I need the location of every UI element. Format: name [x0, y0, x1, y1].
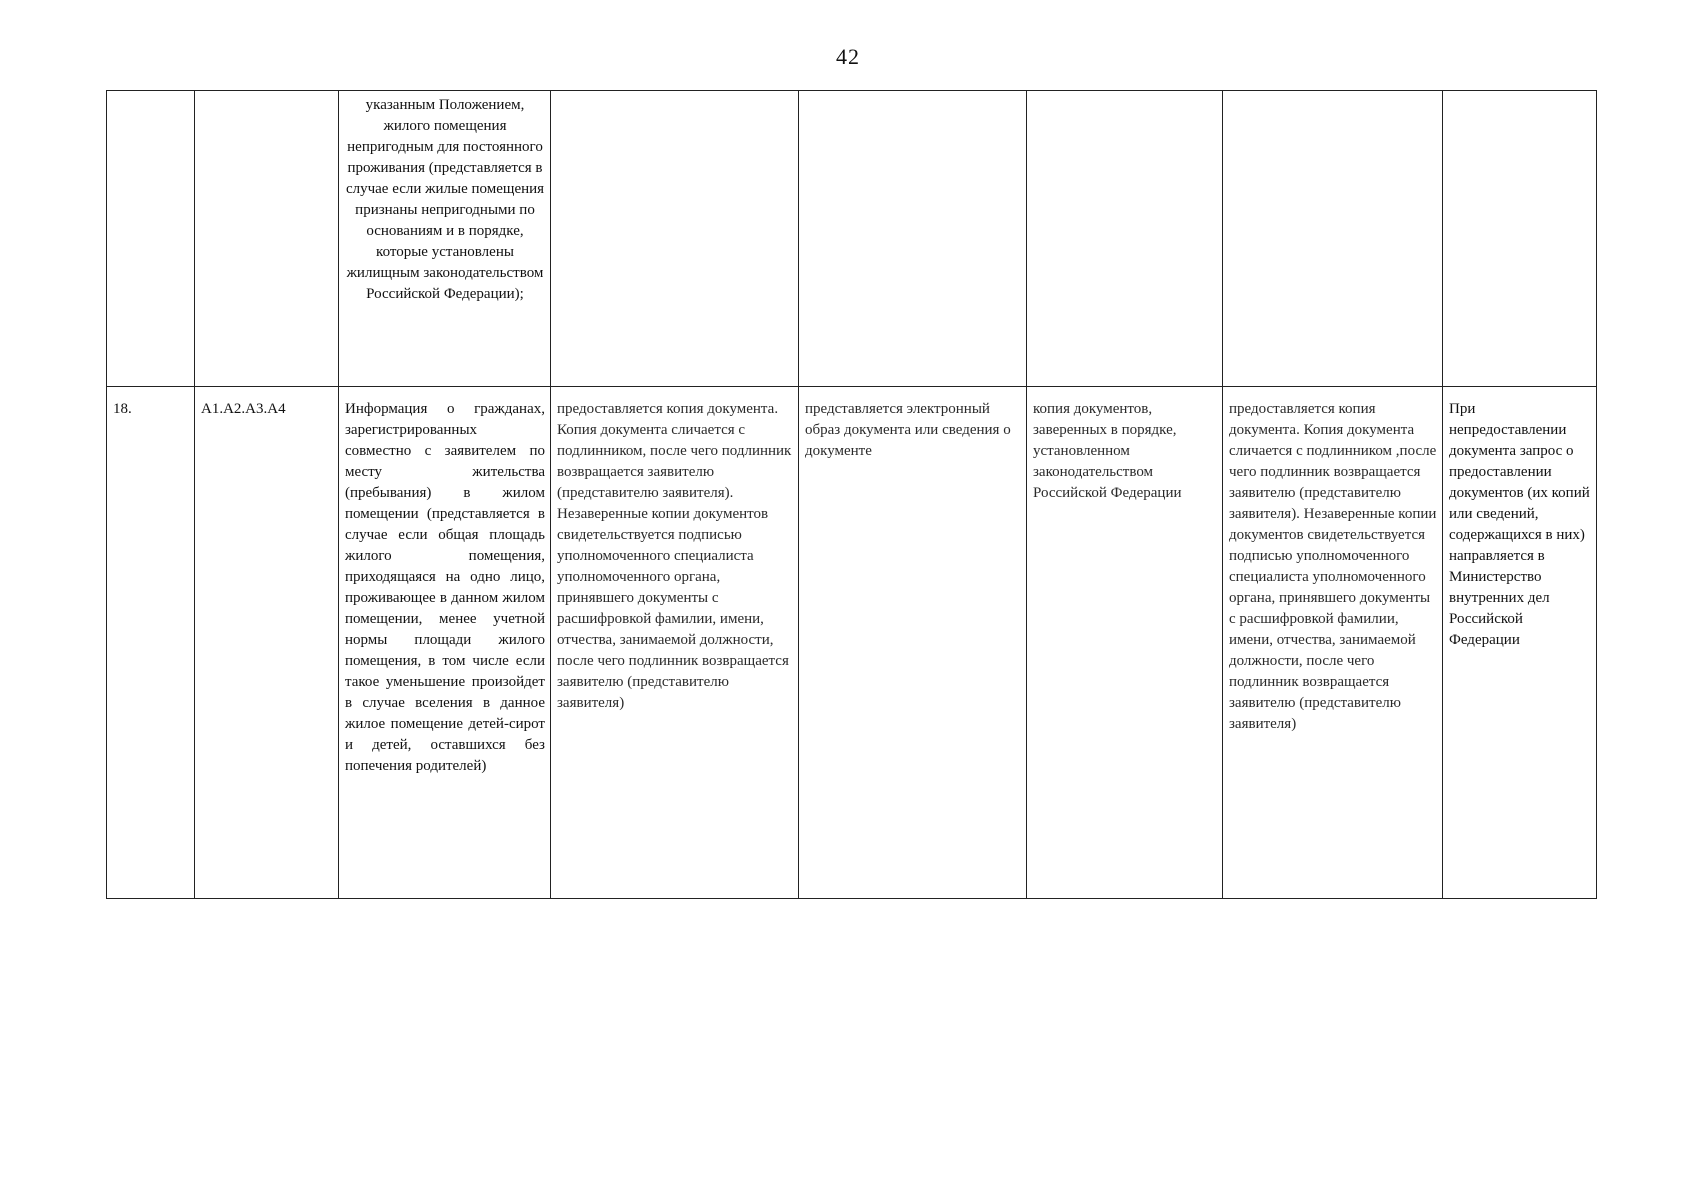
row-number-cell: 18.: [107, 387, 195, 899]
requirements-table: [106, 90, 1597, 899]
interagency-cell: При непредоставлении документа запрос о предоставлении документов (их копий или сведений, содержащихся в них) направляется в Министерство внутренних дел Российской Федерации: [1443, 387, 1597, 899]
electronic-cell: представляется электронный образ документа или сведения о документе: [799, 387, 1027, 899]
by-mail-cell: копия документов, заверенных в порядке, установленном законодательством Российской Федерации: [1027, 387, 1223, 899]
electronic-cell: [799, 91, 1027, 387]
via-mfc-cell: предоставляется копия документа. Копия документа сличается с подлинником ,после чего подлинник возвращается заявителю (представителю заявителя). Незаверенные копии документов свидетельствуется подписью уполномоченного специалиста уполномоченного органа, принявшего документы с расшифровкой фамилии, имени, отчества, занимаемой должности, после чего подлинник возвращается заявителю (представителю заявителя): [1223, 387, 1443, 899]
document-description-cell: Информация о гражданах, зарегистрированных совместно с заявителем по месту жительства (пребывания) в жилом помещении (представляется в случае если общая площадь жилого помещения, приходящаяся на одно лицо, проживающее в данном жилом помещении, менее учетной нормы площади жилого помещения, в том числе если такое уменьшение произойдет в случае вселения в данное жилое помещение детей-сирот и детей, оставшихся без попечения родителей): [339, 387, 551, 899]
by-mail-cell: [1027, 91, 1223, 387]
via-mfc-cell: [1223, 91, 1443, 387]
interagency-cell: [1443, 91, 1597, 387]
applicant-codes-cell: А1.А2.А3.А4: [195, 387, 339, 899]
document-description-cell: указанным Положением, жилого помещения непригодным для постоянного проживания (представляется в случае если жилые помещения признаны непригодными по основаниям и в порядке, которые установлены жилищным законодательством Российской Федерации);: [339, 91, 551, 387]
applicant-codes-cell: [195, 91, 339, 387]
table-row-18: [107, 387, 1597, 899]
in-person-cell: предоставляется копия документа. Копия документа сличается с подлинником, после чего подлинник возвращается заявителю (представителю заявителя). Незаверенные копии документов свидетельствуется подписью уполномоченного специалиста уполномоченного органа, принявшего документы с расшифровкой фамилии, имени, отчества, занимаемой должности, после чего подлинник возвращается заявителю (представителю заявителя): [551, 387, 799, 899]
table-row-continuation: [107, 91, 1597, 387]
page-number: 42: [836, 44, 860, 69]
row-number-cell: [107, 91, 195, 387]
in-person-cell: [551, 91, 799, 387]
